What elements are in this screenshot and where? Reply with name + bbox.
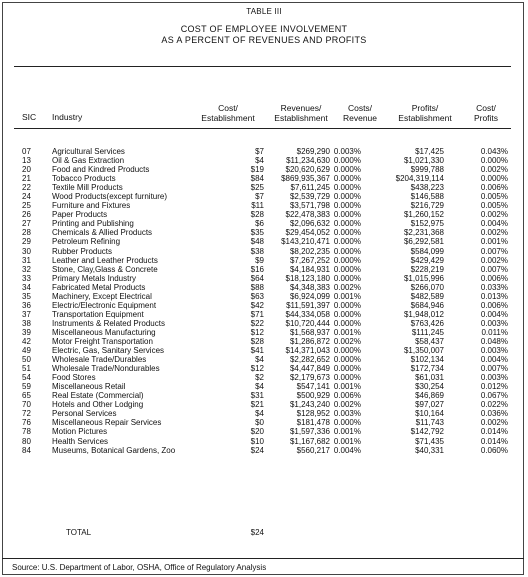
cell-costs-revenue: 0.000% <box>333 246 361 256</box>
cell-cost-profits: 0.006% <box>480 183 508 193</box>
cell-profits-establishment: $228,219 <box>410 264 444 274</box>
cell-cost-establishment: $38 <box>250 246 264 256</box>
cell-cost-profits: 0.043% <box>480 147 508 156</box>
cell-cost-establishment: $88 <box>250 282 264 292</box>
cell-sic: 29 <box>22 237 31 247</box>
cell-profits-establishment: $684,946 <box>410 300 444 310</box>
table-row <box>0 382 528 391</box>
cell-industry: Agricultural Services <box>52 147 125 156</box>
cell-costs-revenue: 0.001% <box>333 427 361 437</box>
cell-sic: 33 <box>22 273 31 283</box>
cell-revenues-establishment: $2,282,652 <box>289 355 330 365</box>
cell-industry: Instruments & Related Products <box>52 318 165 328</box>
cell-cost-establishment: $4 <box>255 382 264 392</box>
cell-industry: Wholesale Trade/Nondurables <box>52 364 160 374</box>
cell-cost-establishment: $71 <box>250 309 264 319</box>
cell-cost-profits: 0.033% <box>480 282 508 292</box>
cell-cost-establishment: $4 <box>255 156 264 166</box>
cell-revenues-establishment: $1,243,240 <box>289 400 330 410</box>
cell-revenues-establishment: $2,179,673 <box>289 373 330 383</box>
cell-profits-establishment: $6,292,581 <box>403 237 444 247</box>
cell-sic: 49 <box>22 346 31 356</box>
cell-cost-establishment: $84 <box>250 174 264 184</box>
cell-revenues-establishment: $2,096,632 <box>289 219 330 229</box>
cell-costs-revenue: 0.000% <box>333 418 361 428</box>
cell-cost-establishment: $7 <box>255 192 264 202</box>
cell-cost-profits: 0.005% <box>480 201 508 211</box>
cell-costs-revenue: 0.002% <box>333 336 361 346</box>
table-row <box>0 265 528 274</box>
cell-cost-profits: 0.002% <box>480 228 508 238</box>
cell-industry: Leather and Leather Products <box>52 255 158 265</box>
cell-industry: Petroleum Refining <box>52 237 121 247</box>
cell-costs-revenue: 0.000% <box>333 273 361 283</box>
cell-profits-establishment: $30,254 <box>415 382 444 392</box>
cell-cost-profits: 0.000% <box>480 156 508 166</box>
table-body <box>0 147 528 455</box>
cell-revenues-establishment: $4,447,849 <box>289 364 330 374</box>
cell-sic: 54 <box>22 373 31 383</box>
cell-cost-profits: 0.007% <box>480 246 508 256</box>
cell-revenues-establishment: $18,123,180 <box>285 273 330 283</box>
cell-costs-revenue: 0.001% <box>333 436 361 446</box>
cell-industry: Miscellaneous Retail <box>52 382 126 392</box>
table-row <box>0 301 528 310</box>
cell-cost-establishment: $0 <box>255 418 264 428</box>
cell-industry: Fabricated Metal Products <box>52 282 146 292</box>
title-line-1: COST OF EMPLOYEE INVOLVEMENT <box>180 24 348 34</box>
cell-profits-establishment: $1,948,012 <box>403 309 444 319</box>
cell-revenues-establishment: $143,210,471 <box>281 237 330 247</box>
cell-industry: Transportation Equipment <box>52 309 144 319</box>
cell-profits-establishment: $97,027 <box>415 400 444 410</box>
cell-cost-profits: 0.011% <box>481 327 508 337</box>
cell-profits-establishment: $152,975 <box>410 219 444 229</box>
cell-cost-establishment: $9 <box>255 255 264 265</box>
cell-cost-profits: 0.048% <box>480 336 508 346</box>
cell-costs-revenue: 0.000% <box>333 264 361 274</box>
table-row <box>0 373 528 382</box>
cell-profits-establishment: $763,426 <box>410 318 444 328</box>
table-row <box>0 364 528 373</box>
table-row <box>0 446 528 455</box>
cell-cost-establishment: $16 <box>250 264 264 274</box>
cell-cost-establishment: $24 <box>250 445 264 455</box>
cell-costs-revenue: 0.001% <box>333 291 361 301</box>
cell-revenues-establishment: $8,202,235 <box>289 246 330 256</box>
cell-industry: Textile Mill Products <box>52 183 123 193</box>
table-row <box>0 228 528 237</box>
cell-industry: Motion Pictures <box>52 427 108 437</box>
cell-cost-profits: 0.002% <box>480 418 508 428</box>
cell-profits-establishment: $999,788 <box>410 165 444 175</box>
cell-sic: 13 <box>22 156 31 166</box>
cell-industry: Real Estate (Commercial) <box>52 391 144 401</box>
cell-profits-establishment: $2,231,368 <box>403 228 444 238</box>
cell-sic: 24 <box>22 192 31 202</box>
table-row <box>0 174 528 183</box>
cell-industry: Chemicals & Allied Products <box>52 228 153 238</box>
cell-industry: Paper Products <box>52 210 108 220</box>
cell-revenues-establishment: $2,539,729 <box>289 192 330 202</box>
cell-sic: 59 <box>22 382 31 392</box>
cell-cost-profits: 0.007% <box>480 364 508 374</box>
cell-cost-profits: 0.007% <box>480 264 508 274</box>
cell-cost-profits: 0.060% <box>480 445 508 455</box>
cell-cost-establishment: $10 <box>250 436 264 446</box>
cell-profits-establishment: $216,729 <box>410 201 444 211</box>
cell-cost-establishment: $6 <box>255 219 264 229</box>
cell-revenues-establishment: $269,290 <box>296 147 330 156</box>
cell-revenues-establishment: $1,597,336 <box>289 427 330 437</box>
cell-sic: 38 <box>22 318 31 328</box>
cell-industry: Museums, Botanical Gardens, Zoo <box>52 445 176 455</box>
table-row <box>0 247 528 256</box>
cell-revenues-establishment: $547,141 <box>296 382 330 392</box>
table-row <box>0 337 528 346</box>
table-row <box>0 165 528 174</box>
cell-cost-profits: 0.003% <box>480 346 508 356</box>
cell-sic: 84 <box>22 445 31 455</box>
table-row <box>0 328 528 337</box>
cell-cost-profits: 0.004% <box>480 309 508 319</box>
cell-profits-establishment: $1,350,007 <box>403 346 444 356</box>
cell-costs-revenue: 0.002% <box>333 400 361 410</box>
table-row <box>0 346 528 355</box>
cell-cost-establishment: $28 <box>250 210 264 220</box>
cell-profits-establishment: $482,589 <box>410 291 444 301</box>
cell-costs-revenue: 0.003% <box>333 147 361 156</box>
cell-costs-revenue: 0.000% <box>333 318 361 328</box>
table-row <box>0 183 528 192</box>
cell-cost-establishment: $31 <box>250 391 264 401</box>
cell-costs-revenue: 0.000% <box>333 373 361 383</box>
cell-sic: 65 <box>22 391 31 401</box>
table-row <box>0 237 528 246</box>
cell-sic: 25 <box>22 201 31 211</box>
cell-industry: Electric/Electronic Equipment <box>52 300 157 310</box>
cell-profits-establishment: $17,425 <box>415 147 444 156</box>
cell-cost-profits: 0.012% <box>480 382 508 392</box>
source-note: Source: U.S. Department of Labor, OSHA, Office of Regulatory Analysis <box>12 563 267 572</box>
cell-costs-revenue: 0.000% <box>333 156 361 166</box>
cell-revenues-establishment: $4,184,931 <box>289 264 330 274</box>
cell-cost-establishment: $25 <box>250 183 264 193</box>
cell-revenues-establishment: $181,478 <box>296 418 330 428</box>
header-sic: SIC <box>22 112 37 122</box>
total-label: TOTAL <box>66 528 92 537</box>
cell-sic: 70 <box>22 400 31 410</box>
cell-sic: 27 <box>22 219 31 229</box>
cell-cost-profits: 0.000% <box>480 174 508 184</box>
cell-costs-revenue: 0.000% <box>333 300 361 310</box>
cell-costs-revenue: 0.002% <box>333 282 361 292</box>
cell-sic: 26 <box>22 210 31 220</box>
cell-industry: Electric, Gas, Sanitary Services <box>52 346 165 356</box>
cell-sic: 72 <box>22 409 31 419</box>
cell-costs-revenue: 0.000% <box>333 192 361 202</box>
top-rule <box>14 66 511 67</box>
cell-cost-establishment: $64 <box>250 273 264 283</box>
cell-industry: Primary Metals Industry <box>52 273 137 283</box>
title-line-2: AS A PERCENT OF REVENUES AND PROFITS <box>161 35 367 45</box>
cell-industry: Wholesale Trade/Durables <box>52 355 147 365</box>
cell-costs-revenue: 0.001% <box>333 382 361 392</box>
cell-industry: Miscellaneous Repair Services <box>52 418 162 428</box>
cell-industry: Machinery, Except Electrical <box>52 291 152 301</box>
cell-cost-profits: 0.003% <box>480 373 508 383</box>
cell-sic: 42 <box>22 336 31 346</box>
cell-revenues-establishment: $560,217 <box>296 445 330 455</box>
cell-industry: Miscellaneous Manufacturing <box>52 327 156 337</box>
cell-profits-establishment: $61,031 <box>415 373 444 383</box>
cell-profits-establishment: $11,743 <box>415 418 444 428</box>
cell-profits-establishment: $266,070 <box>410 282 444 292</box>
cell-sic: 34 <box>22 282 31 292</box>
cell-cost-establishment: $4 <box>255 409 264 419</box>
cell-cost-profits: 0.002% <box>480 255 508 265</box>
cell-cost-establishment: $4 <box>255 355 264 365</box>
table-row <box>0 283 528 292</box>
cell-industry: Health Services <box>52 436 109 446</box>
cell-sic: 80 <box>22 436 31 446</box>
cell-cost-profits: 0.004% <box>480 355 508 365</box>
cell-costs-revenue: 0.000% <box>333 364 361 374</box>
cell-profits-establishment: $142,792 <box>410 427 444 437</box>
header-cost-profits: Cost/ Profits <box>473 103 499 123</box>
table-row <box>0 355 528 364</box>
cell-costs-revenue: 0.006% <box>333 391 361 401</box>
cell-costs-revenue: 0.000% <box>333 355 361 365</box>
cell-profits-establishment: $172,734 <box>410 364 444 374</box>
cell-cost-establishment: $12 <box>250 327 264 337</box>
cell-cost-profits: 0.004% <box>480 219 508 229</box>
table-title <box>0 24 528 46</box>
table-row <box>0 219 528 228</box>
cell-industry: Stone, Clay,Glass & Concrete <box>52 264 158 274</box>
header-industry: Industry <box>52 112 83 122</box>
cell-costs-revenue: 0.000% <box>333 183 361 193</box>
cell-cost-profits: 0.005% <box>480 192 508 202</box>
cell-profits-establishment: $111,245 <box>411 327 444 337</box>
footer-rule <box>2 558 524 559</box>
cell-costs-revenue: 0.000% <box>333 237 361 247</box>
cell-cost-establishment: $28 <box>250 336 264 346</box>
cell-revenues-establishment: $128,952 <box>296 409 330 419</box>
cell-cost-profits: 0.006% <box>480 300 508 310</box>
table-row <box>0 274 528 283</box>
cell-sic: 22 <box>22 183 31 193</box>
cell-industry: Rubber Products <box>52 246 113 256</box>
table-row <box>0 319 528 328</box>
cell-revenues-establishment: $29,454,052 <box>285 228 330 238</box>
cell-cost-establishment: $41 <box>250 346 264 356</box>
cell-revenues-establishment: $1,167,682 <box>289 436 330 446</box>
cell-profits-establishment: $1,260,152 <box>403 210 444 220</box>
table-row <box>0 391 528 400</box>
cell-sic: 31 <box>22 255 31 265</box>
header-revenues-establishment: Revenues/ Establishment <box>274 103 328 123</box>
cell-revenues-establishment: $11,591,397 <box>286 300 330 310</box>
cell-revenues-establishment: $869,935,367 <box>281 174 330 184</box>
cell-profits-establishment: $46,869 <box>415 391 444 401</box>
cell-industry: Hotels and Other Lodging <box>52 400 144 410</box>
header-rule <box>14 128 511 129</box>
table-row <box>0 437 528 446</box>
cell-cost-establishment: $63 <box>250 291 264 301</box>
cell-sic: 30 <box>22 246 31 256</box>
cell-sic: 50 <box>22 355 31 365</box>
cell-costs-revenue: 0.000% <box>333 255 361 265</box>
cell-revenues-establishment: $1,568,937 <box>289 327 330 337</box>
table-row <box>0 147 528 156</box>
cell-sic: 36 <box>22 300 31 310</box>
cell-sic: 07 <box>22 147 31 156</box>
cell-revenues-establishment: $3,571,798 <box>289 201 330 211</box>
cell-costs-revenue: 0.000% <box>333 346 361 356</box>
cell-cost-profits: 0.014% <box>480 427 508 437</box>
header-cost-establishment: Cost/ Establishment <box>201 103 255 123</box>
cell-cost-profits: 0.013% <box>480 291 508 301</box>
cell-cost-establishment: $48 <box>250 237 264 247</box>
cell-industry: Tobacco Products <box>52 174 116 184</box>
cell-cost-profits: 0.006% <box>480 273 508 283</box>
table-row <box>0 156 528 165</box>
cell-costs-revenue: 0.000% <box>333 219 361 229</box>
cell-cost-profits: 0.067% <box>480 391 508 401</box>
cell-industry: Food and Kindred Products <box>52 165 150 175</box>
cell-sic: 37 <box>22 309 31 319</box>
table-row <box>0 400 528 409</box>
cell-cost-establishment: $42 <box>250 300 264 310</box>
cell-costs-revenue: 0.000% <box>333 210 361 220</box>
cell-sic: 32 <box>22 264 31 274</box>
cell-cost-profits: 0.002% <box>480 165 508 175</box>
table-row <box>0 201 528 210</box>
cell-sic: 76 <box>22 418 31 428</box>
cell-cost-profits: 0.003% <box>480 318 508 328</box>
cell-cost-establishment: $12 <box>250 364 264 374</box>
cell-sic: 35 <box>22 291 31 301</box>
cell-sic: 28 <box>22 228 31 238</box>
cell-revenues-establishment: $4,348,383 <box>289 282 330 292</box>
cell-industry: Motor Freight Transportation <box>52 336 153 346</box>
table-row <box>0 210 528 219</box>
cell-revenues-establishment: $14,371,043 <box>285 346 330 356</box>
cell-revenues-establishment: $1,286,872 <box>289 336 330 346</box>
cell-revenues-establishment: $44,334,058 <box>285 309 330 319</box>
cell-cost-establishment: $7 <box>255 147 264 156</box>
cell-revenues-establishment: $6,924,099 <box>289 291 330 301</box>
cell-industry: Wood Products(except furniture) <box>52 192 168 202</box>
cell-revenues-establishment: $10,720,444 <box>285 318 330 328</box>
cell-costs-revenue: 0.000% <box>333 165 361 175</box>
cell-profits-establishment: $1,021,330 <box>403 156 444 166</box>
table-row <box>0 409 528 418</box>
cell-costs-revenue: 0.000% <box>333 228 361 238</box>
cell-industry: Oil & Gas Extraction <box>52 156 125 166</box>
cell-cost-establishment: $11 <box>251 201 264 211</box>
cell-revenues-establishment: $22,478,383 <box>285 210 330 220</box>
cell-profits-establishment: $438,223 <box>410 183 444 193</box>
cell-profits-establishment: $146,588 <box>410 192 444 202</box>
cell-industry: Printing and Publishing <box>52 219 134 229</box>
cell-costs-revenue: 0.000% <box>333 174 361 184</box>
table-row <box>0 418 528 427</box>
header-costs-revenue: Costs/ Revenue <box>342 103 378 123</box>
cell-industry: Food Stores <box>52 373 96 383</box>
cell-cost-establishment: $20 <box>250 427 264 437</box>
table-row <box>0 427 528 436</box>
cell-profits-establishment: $102,134 <box>410 355 444 365</box>
cell-revenues-establishment: $500,929 <box>296 391 330 401</box>
cell-profits-establishment: $58,437 <box>415 336 444 346</box>
cell-cost-establishment: $19 <box>250 165 264 175</box>
cell-profits-establishment: $584,099 <box>410 246 444 256</box>
cell-revenues-establishment: $7,267,252 <box>289 255 330 265</box>
cell-costs-revenue: 0.001% <box>333 327 361 337</box>
table-label: TABLE III <box>246 7 282 16</box>
cell-costs-revenue: 0.004% <box>333 445 361 455</box>
cell-cost-establishment: $2 <box>255 373 264 383</box>
cell-sic: 51 <box>22 364 31 374</box>
cell-cost-profits: 0.002% <box>480 210 508 220</box>
cell-sic: 21 <box>22 174 31 184</box>
table-row <box>0 256 528 265</box>
cell-sic: 78 <box>22 427 31 437</box>
cell-sic: 20 <box>22 165 31 175</box>
cell-profits-establishment: $71,435 <box>415 436 444 446</box>
cell-industry: Furniture and Fixtures <box>52 201 131 211</box>
cell-revenues-establishment: $7,611,245 <box>290 183 330 193</box>
cell-cost-establishment: $21 <box>250 400 264 410</box>
cell-cost-profits: 0.036% <box>480 409 508 419</box>
cell-profits-establishment: $1,015,996 <box>403 273 444 283</box>
cell-cost-profits: 0.014% <box>480 436 508 446</box>
cell-costs-revenue: 0.000% <box>333 201 361 211</box>
table-row <box>0 192 528 201</box>
cell-revenues-establishment: $20,620,629 <box>285 165 330 175</box>
table-row <box>0 310 528 319</box>
cell-cost-profits: 0.022% <box>480 400 508 410</box>
cell-profits-establishment: $40,331 <box>415 445 444 455</box>
cell-costs-revenue: 0.003% <box>333 409 361 419</box>
cell-cost-establishment: $35 <box>250 228 264 238</box>
cell-revenues-establishment: $11,234,630 <box>286 156 330 166</box>
cell-industry: Personal Services <box>52 409 117 419</box>
cell-cost-profits: 0.001% <box>480 237 508 247</box>
cell-costs-revenue: 0.000% <box>333 309 361 319</box>
cell-profits-establishment: $10,164 <box>415 409 444 419</box>
cell-profits-establishment: $204,319,114 <box>395 174 444 184</box>
total-value: $24 <box>250 528 264 537</box>
cell-sic: 39 <box>22 327 31 337</box>
header-profits-establishment: Profits/ Establishment <box>398 103 452 123</box>
cell-cost-establishment: $22 <box>250 318 264 328</box>
table-row <box>0 292 528 301</box>
cell-profits-establishment: $429,429 <box>410 255 444 265</box>
